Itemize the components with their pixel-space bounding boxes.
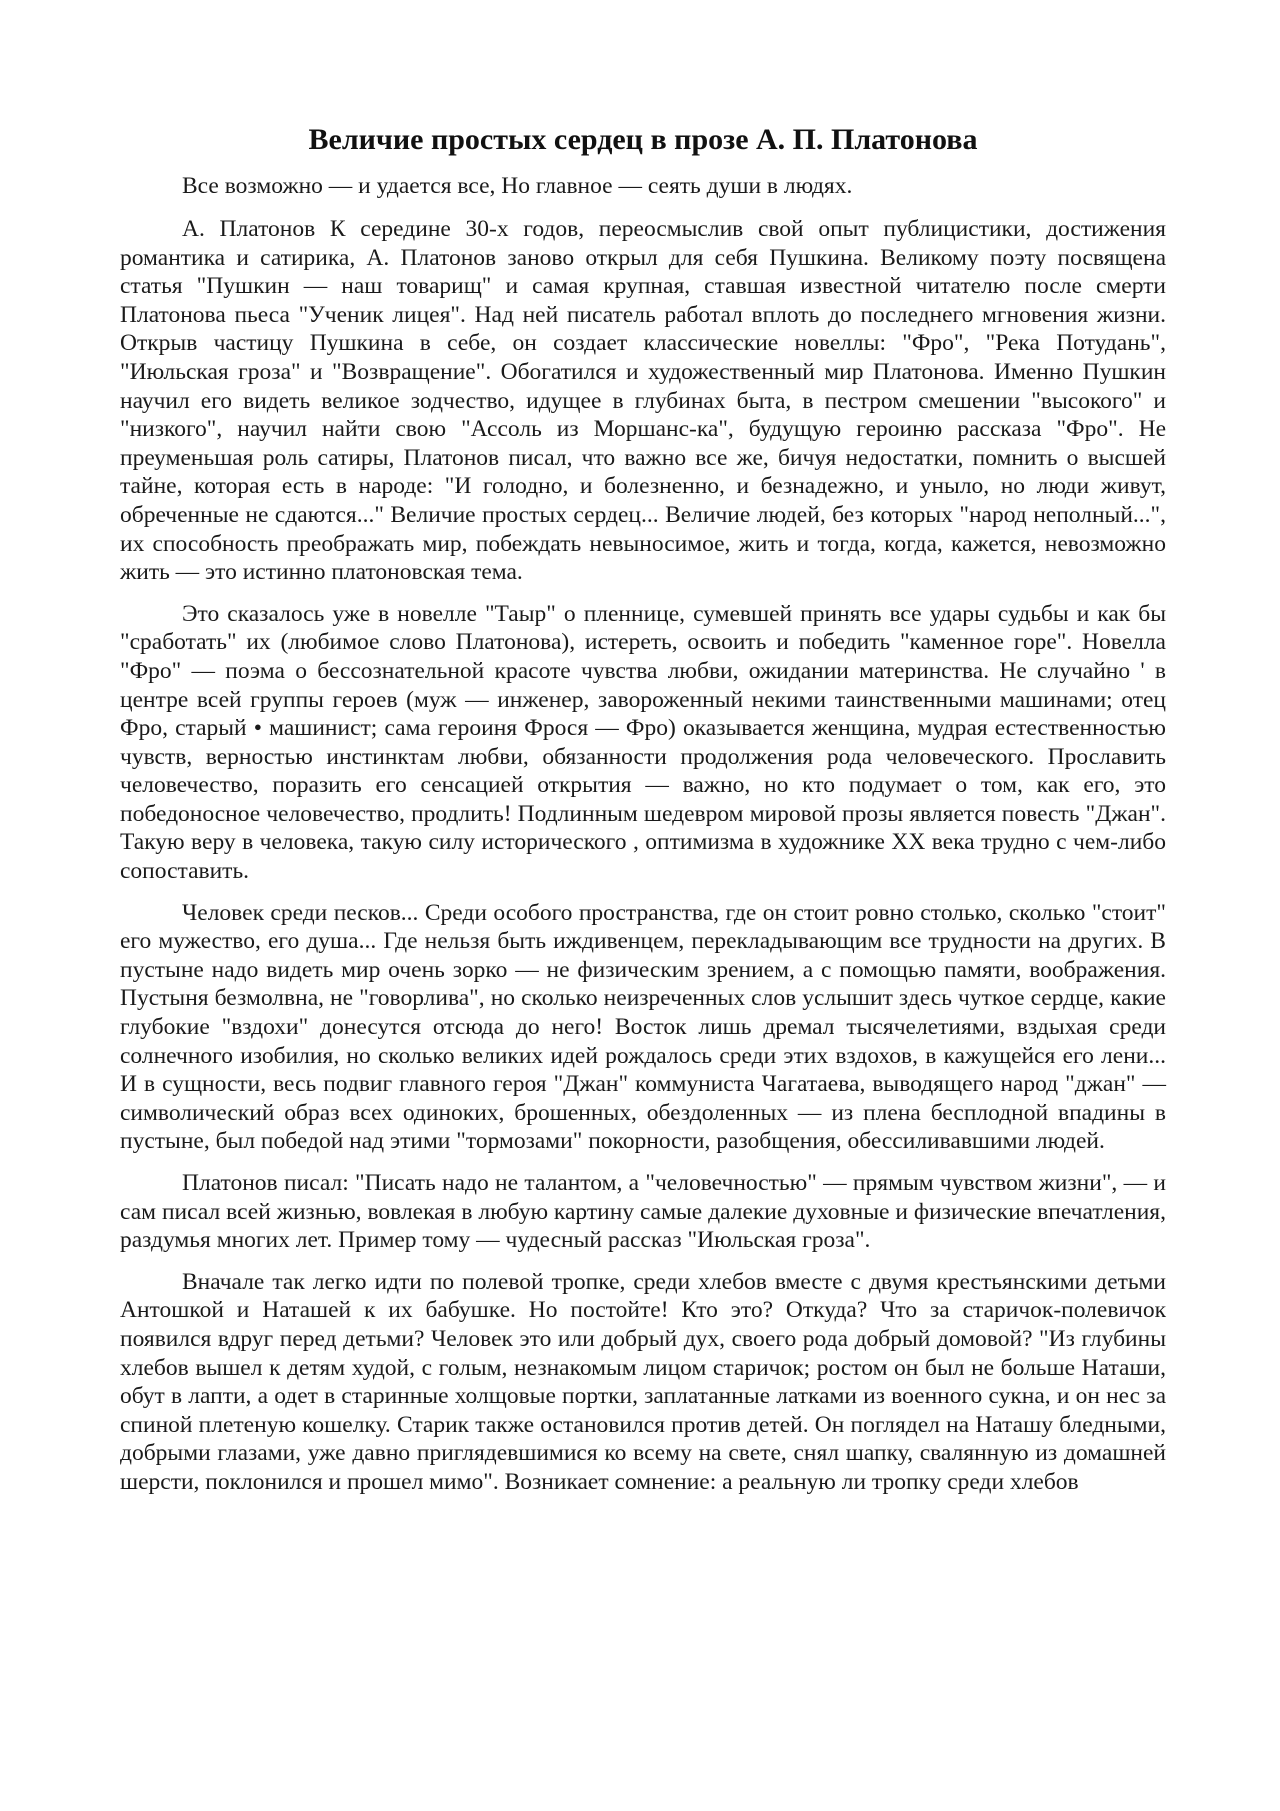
paragraph: Платонов писал: "Писать надо не талантом, а "человечностью" — прямым чувством жизни", — и сам писал всей жизнью, вовлекая в любую картину самые далекие духовные и физические впечатления, раздумья многих лет. Пример тому — чудесный рассказ "Июльская гроза". (120, 1170, 1166, 1254)
paragraph: Это сказалось уже в новелле "Таыр" о пленнице, сумевшей принять все удары судьбы и как бы "сработать" их (любимое слово Платонова), истереть, освоить и победить "каменное горе". Новелла "Фро" — поэма о бессознательной красоте чувства любви, ожидании материнства. Не случайно ' в центре всей группы героев (муж — инженер, завороженный некими таинственными машинами; отец Фро, старый • машинист; сама героиня Фрося — Фро) оказывается женщина, мудрая естественностью чувств, верностью инстинктам любви, обязанности продолжения рода человеческого. Прославить человечество, поразить его сенсацией открытия — важно, но кто подумает о том, как его, это победоносное человечество, продлить! Подлинным шедевром мировой прозы является повесть "Джан". Такую веру в человека, такую силу исторического , оптимизма в художнике XX века трудно с чем-либо сопоставить. (120, 600, 1166, 885)
paragraph: Человек среди песков... Среди особого пространства, где он стоит ровно столько, сколько "стоит" его мужество, его душа... Где нельзя быть иждивенцем, перекладывающим все трудности на других. В пустыне надо видеть мир очень зорко — не физическим зрением, а с помощью памяти, воображения. Пустыня безмолвна, не "говорлива", но сколько неизреченных слов услышит здесь чуткое сердце, какие глубокие "вздохи" донесутся отсюда до него! Восток лишь дремал тысячелетиями, вздыхая среди солнечного изобилия, но сколько великих идей рождалось среди этих вздохов, в кажущейся его лени... И в сущности, весь подвиг главного героя "Джан" коммуниста Чагатаева, выводящего народ "джан" — символический образ всех одиноких, брошенных, обездоленных — из плена бесплодной впадины в пустыне, был победой над этими "тормозами" покорности, разобщения, обессиливавшими людей. (120, 899, 1166, 1155)
paragraph: Вначале так легко идти по полевой тропке, среди хлебов вместе с двумя крестьянскими детьми Антошкой и Наташей к их бабушке. Но постойте! Кто это? Откуда? Что за старичок-полевичок появился вдруг перед детьми? Человек это или добрый дух, своего рода добрый домовой? "Из глубины хлебов вышел к детям худой, с голым, незнакомым лицом старичок; ростом он был не больше Наташи, обут в лапти, а одет в старинные холщовые портки, заплатанные латками из военного сукна, и он нес за спиной плетеную кошелку. Старик также остановился против детей. Он поглядел на Наташу бледными, добрыми глазами, уже давно приглядевшимися ко всему на свете, снял шапку, свалянную из домашней шерсти, поклонился и прошел мимо". Возникает сомнение: а реальную ли тропку среди хлебов (120, 1268, 1166, 1495)
paragraph: А. Платонов К середине 30-х годов, переосмыслив свой опыт публицистики, достижения романтика и сатирика, А. Платонов заново открыл для себя Пушкина. Великому поэту посвящена статья "Пушкин — наш товарищ" и самая крупная, ставшая известной читателю после смерти Платонова пьеса "Ученик лицея". Над ней писатель работал вплоть до последнего мгновения жизни. Открыв частицу Пушкина в себе, он создает классические новеллы: "Фро", "Река Потудань", "Июльская гроза" и "Возвращение". Обогатился и художественный мир Платонова. Именно Пушкин научил его видеть великое зодчество, идущее в глубинах быта, в пестром смешении "высокого" и "низкого", научил найти свою "Ассоль из Моршанс-ка", будущую героиню рассказа "Фро". Не преуменьшая роль сатиры, Платонов писал, что важно все же, бичуя недостатки, помнить о высшей тайне, которая есть в народе: "И голодно, и болезненно, и безнадежно, и уныло, но люди живут, обреченные не сдаются..." Величие простых сердец... Величие людей, без которых "народ неполный...", их способность преображать мир, побеждать невыносимое, жить и тогда, когда, кажется, невозможно жить — это истинно платоновская тема. (120, 216, 1166, 586)
page-title: Величие простых сердец в прозе А. П. Платонова (308, 123, 978, 156)
epigraph: Все возможно — и удается все, Но главное — сеять души в людях. (182, 173, 853, 199)
